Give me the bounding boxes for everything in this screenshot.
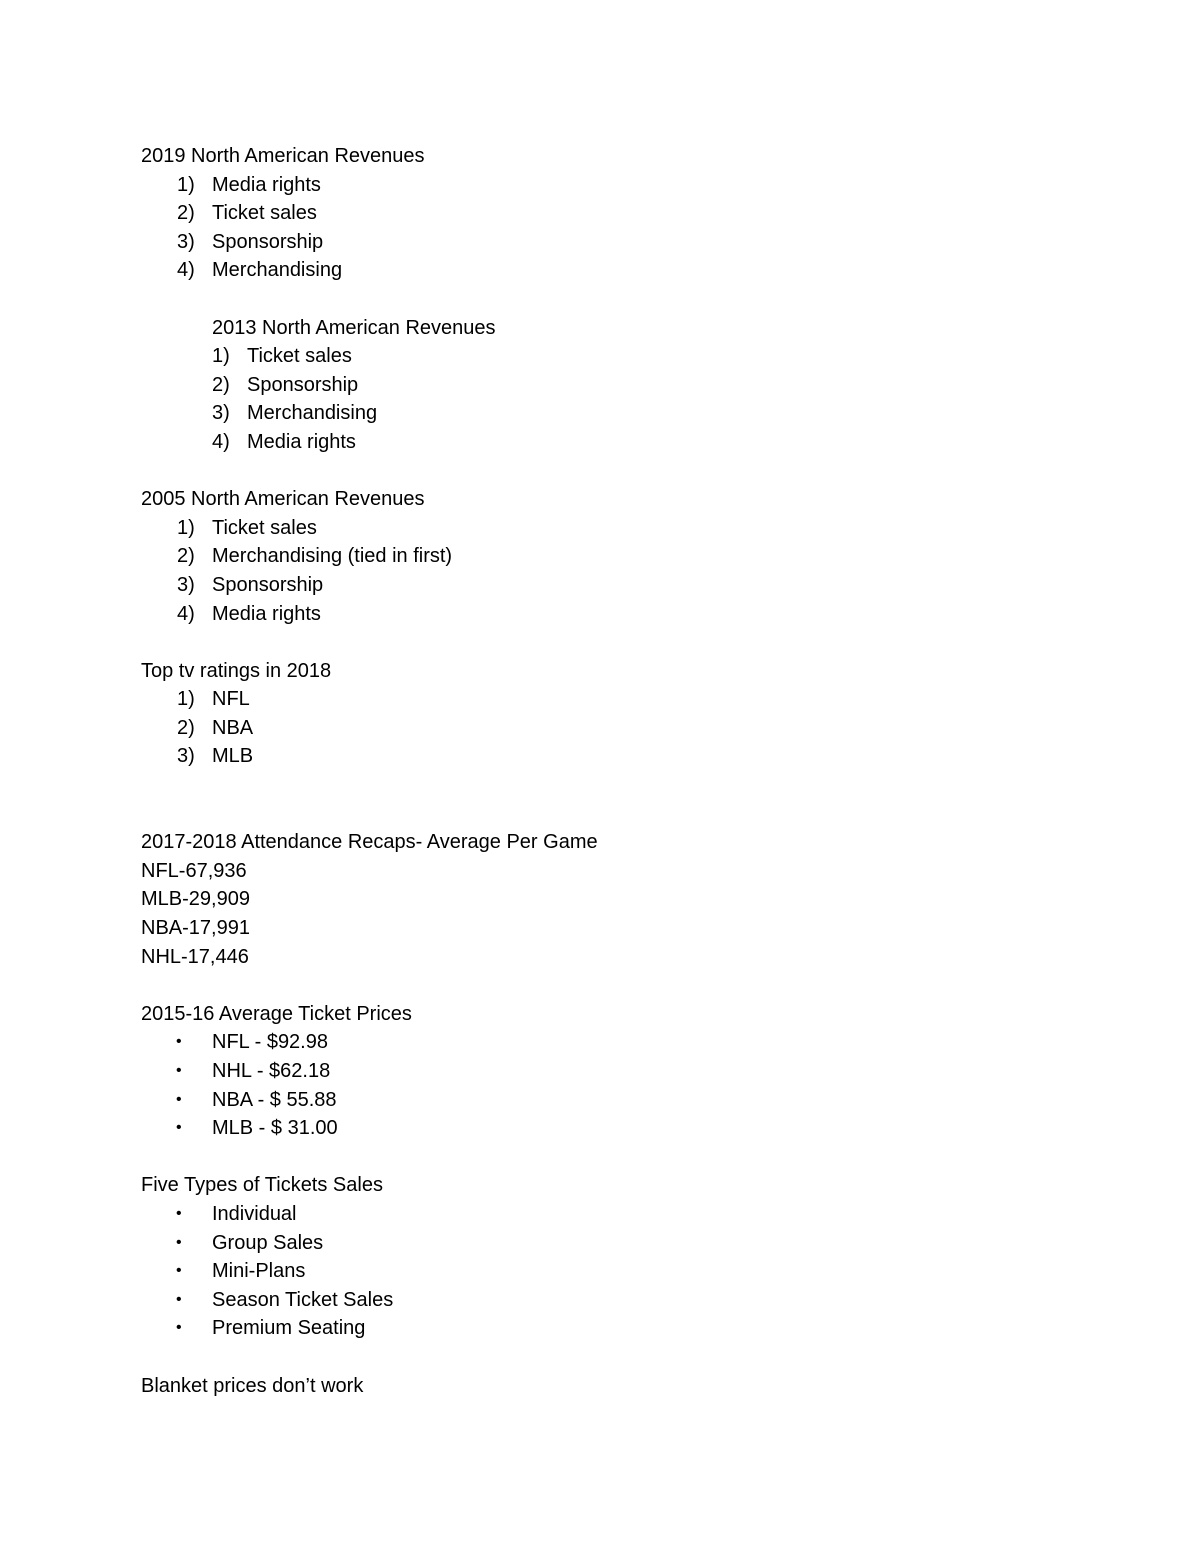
list-item xyxy=(141,1114,1141,1143)
list-number: 4) xyxy=(177,259,195,282)
list-item xyxy=(141,742,1141,771)
section-heading-ticket-prices: 2015-16 Average Ticket Prices xyxy=(141,1002,412,1025)
list-item xyxy=(141,1229,1141,1258)
list-number: 1) xyxy=(177,688,195,711)
list-number: 3) xyxy=(177,745,195,768)
spacer xyxy=(141,771,1141,828)
list-item xyxy=(141,571,1141,600)
section-heading-ticket-types: Five Types of Tickets Sales xyxy=(141,1174,383,1197)
list-item-text: Sponsorship xyxy=(212,230,324,253)
list-item-text: Ticket sales xyxy=(247,345,352,368)
attendance-line: NBA-17,991 xyxy=(141,917,250,940)
list-item-text: Mini-Plans xyxy=(212,1260,306,1283)
list-item xyxy=(141,1200,1141,1229)
bullet-icon: • xyxy=(176,1033,182,1051)
section-heading-tv-ratings: Top tv ratings in 2018 xyxy=(141,659,332,682)
bullet-icon: • xyxy=(176,1119,182,1137)
list-number: 3) xyxy=(177,573,195,596)
list-number: 2) xyxy=(177,545,195,568)
list-number: 2) xyxy=(177,202,195,225)
list-item xyxy=(141,600,1141,629)
bullet-icon: • xyxy=(176,1233,182,1251)
list-item-text: Media rights xyxy=(212,173,321,196)
section-heading-2019: 2019 North American Revenues xyxy=(141,145,425,167)
list-item-text: Season Ticket Sales xyxy=(212,1288,394,1311)
bullet-icon: • xyxy=(176,1204,182,1222)
list-item xyxy=(141,714,1141,743)
list-item xyxy=(141,542,1141,571)
list-item xyxy=(141,514,1141,543)
spacer xyxy=(141,1343,1141,1372)
spacer xyxy=(141,285,1141,314)
list-item xyxy=(141,1028,1141,1057)
list-item-text: Sponsorship xyxy=(247,373,359,396)
spacer xyxy=(141,1143,1141,1172)
list-item xyxy=(141,199,1141,228)
list-item-text: NBA xyxy=(212,716,254,739)
list-item xyxy=(141,371,1141,400)
list-item-text: Individual xyxy=(212,1202,297,1225)
list-item-text: Group Sales xyxy=(212,1231,324,1254)
list-item-text: NFL - $92.98 xyxy=(212,1031,328,1054)
spacer xyxy=(141,457,1141,486)
list-item-text: Merchandising xyxy=(212,259,343,282)
list-number: 3) xyxy=(212,402,230,425)
list-item-text: MLB xyxy=(212,745,254,768)
bullet-icon: • xyxy=(176,1062,182,1079)
attendance-line: NFL-67,936 xyxy=(141,859,247,882)
list-item xyxy=(141,228,1141,257)
list-number: 2) xyxy=(212,373,230,396)
attendance-line: MLB-29,909 xyxy=(141,888,250,911)
list-item xyxy=(141,256,1141,285)
list-number: 3) xyxy=(177,230,195,253)
list-item-text: Sponsorship xyxy=(212,573,324,596)
list-number: 4) xyxy=(177,602,195,625)
list-item-text: NFL xyxy=(212,688,250,711)
list-item-text: Ticket sales xyxy=(212,202,317,225)
list-item-text: Merchandising xyxy=(247,402,378,425)
bullet-icon: • xyxy=(176,1090,182,1108)
list-item xyxy=(141,428,1141,457)
spacer xyxy=(141,628,1141,657)
bullet-icon: • xyxy=(176,1319,182,1337)
list-item-text: Media rights xyxy=(212,602,321,625)
bullet-icon: • xyxy=(176,1262,182,1280)
list-item-text: Media rights xyxy=(247,430,356,453)
list-item xyxy=(141,1257,1141,1286)
list-item-text: Ticket sales xyxy=(212,516,317,539)
list-item-text: Merchandising (tied in first) xyxy=(212,545,453,568)
list-number: 1) xyxy=(177,516,195,539)
list-item xyxy=(141,1314,1141,1343)
bullet-icon: • xyxy=(176,1290,182,1308)
list-item-text: MLB - $ 31.00 xyxy=(212,1117,338,1140)
section-heading-2013: 2013 North American Revenues xyxy=(212,316,496,339)
section-heading-attendance: 2017-2018 Attendance Recaps- Average Per Game xyxy=(141,831,598,854)
closing-text: Blanket prices don’t work xyxy=(141,1374,364,1397)
section-heading-2005: 2005 North American Revenues xyxy=(141,488,425,511)
list-item-text: Premium Seating xyxy=(212,1317,366,1340)
list-number: 1) xyxy=(212,345,230,368)
list-item xyxy=(141,1057,1141,1086)
list-item xyxy=(141,342,1141,371)
list-item xyxy=(141,399,1141,428)
document-page xyxy=(141,142,1141,1400)
attendance-line: NHL-17,446 xyxy=(141,945,249,968)
list-item-text: NHL - $62.18 xyxy=(212,1060,331,1082)
list-item xyxy=(141,171,1141,200)
spacer xyxy=(141,971,1141,1000)
list-number: 2) xyxy=(177,716,195,739)
list-item-text: NBA - $ 55.88 xyxy=(212,1088,337,1111)
list-number: 1) xyxy=(177,173,195,196)
list-item xyxy=(141,1086,1141,1115)
list-item xyxy=(141,1286,1141,1315)
list-number: 4) xyxy=(212,430,230,453)
list-item xyxy=(141,685,1141,714)
